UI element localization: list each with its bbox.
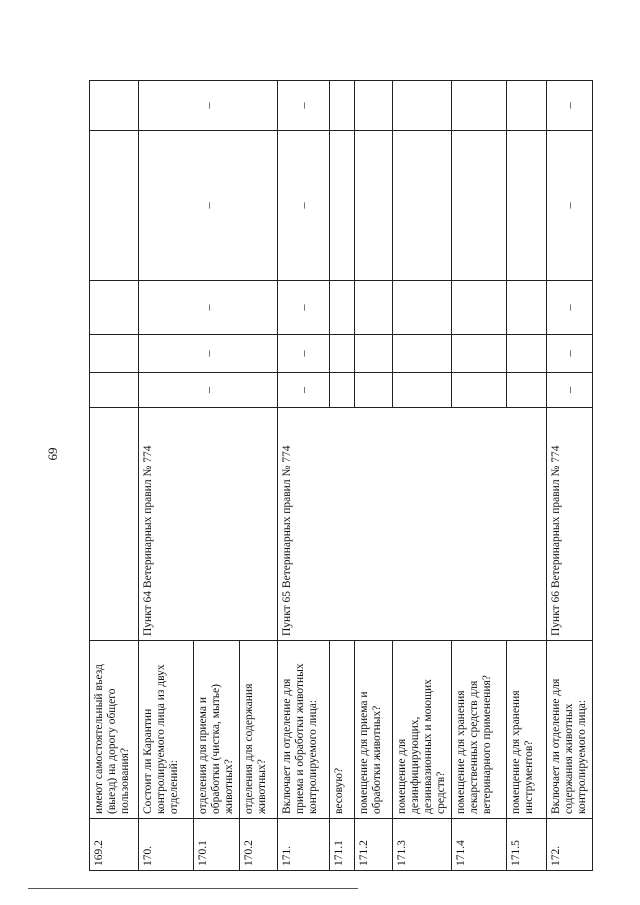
comment-cell: – [547,131,593,281]
answer-na-cell [355,281,393,335]
question-text: помещение для хранения инструментов? [507,641,547,819]
comment-cell [330,131,355,281]
row-number: 171.4 [452,819,507,871]
comment-cell [507,131,547,281]
answer-na-cell [330,281,355,335]
answer-no-cell [90,335,139,373]
row-number: 171. [278,819,330,871]
answer-yes-cell [393,373,452,408]
row-number: 170. [139,819,194,871]
answer-no-cell [452,335,507,373]
extra-cell: – [547,81,593,131]
table-area [89,81,588,871]
reference-cell [90,408,139,641]
answer-yes-cell: – [139,373,278,408]
table-row [278,81,330,871]
answer-yes-cell [330,373,355,408]
row-number: 171.2 [355,819,393,871]
extra-cell [452,81,507,131]
comment-cell [355,131,393,281]
answer-yes-cell [507,373,547,408]
question-text: Включает ли отделение для приема и обработки животных контролируемого лица: [278,641,330,819]
comment-cell: – [139,131,278,281]
answer-na-cell: – [139,281,278,335]
answer-na-cell [452,281,507,335]
question-text: помещение для хранения лекарственных средств для ветеринарного применения? [452,641,507,819]
comment-cell [393,131,452,281]
answer-no-cell: – [547,335,593,373]
question-text: весовую? [330,641,355,819]
extra-cell [330,81,355,131]
row-number: 171.1 [330,819,355,871]
answer-yes-cell: – [547,373,593,408]
answer-na-cell: – [278,281,330,335]
answer-yes-cell [452,373,507,408]
answer-yes-cell [90,373,139,408]
question-text: Включает ли отделение для содержания животных контролируемого лица: [547,641,593,819]
extra-cell [393,81,452,131]
comment-cell: – [278,131,330,281]
reference-text: Пункт 64 Ветеринарных правил № 774 [139,408,278,641]
table-row [547,81,593,871]
bottom-rule [28,888,358,889]
extra-cell [507,81,547,131]
question-text: Состоит ли Карантин контролируемого лица из двух отделений: [139,641,194,819]
row-number: 170.1 [194,819,240,871]
question-text: отделения для приема и обработки (чистка, мытье) животных? [194,641,240,819]
answer-no-cell [507,335,547,373]
answer-na-cell [90,281,139,335]
row-number: 172. [547,819,593,871]
comment-cell [452,131,507,281]
answer-na-cell [393,281,452,335]
question-text: помещение для приема и обработки животных? [355,641,393,819]
row-number: 171.3 [393,819,452,871]
answer-no-cell: – [278,335,330,373]
row-number: 169.2 [90,819,139,871]
answer-yes-cell: – [278,373,330,408]
answer-yes-cell [355,373,393,408]
reference-text: Пункт 66 Ветеринарных правил № 774 [547,408,593,641]
extra-cell [355,81,393,131]
answer-no-cell [355,335,393,373]
table-row [90,81,139,871]
rotated-sheet [89,81,588,871]
answer-no-cell: – [139,335,278,373]
question-text: имеют самостоятельный въезд (выезд) на дорогу общего пользования? [90,641,139,819]
answer-no-cell [393,335,452,373]
extra-cell [90,81,139,131]
checklist-table [89,80,593,871]
row-number: 170.2 [240,819,278,871]
answer-no-cell [330,335,355,373]
row-number: 171.5 [507,819,547,871]
question-text: помещение для дезинфицирующих, дезинвазионных и моющих средств? [393,641,452,819]
comment-cell [90,131,139,281]
answer-na-cell [507,281,547,335]
extra-cell: – [139,81,278,131]
table-row [139,81,194,871]
question-text: отделения для содержания животных? [240,641,278,819]
extra-cell: – [278,81,330,131]
reference-text: Пункт 65 Ветеринарных правил № 774 [278,408,547,641]
page-number: 69 [45,447,60,461]
answer-na-cell: – [547,281,593,335]
